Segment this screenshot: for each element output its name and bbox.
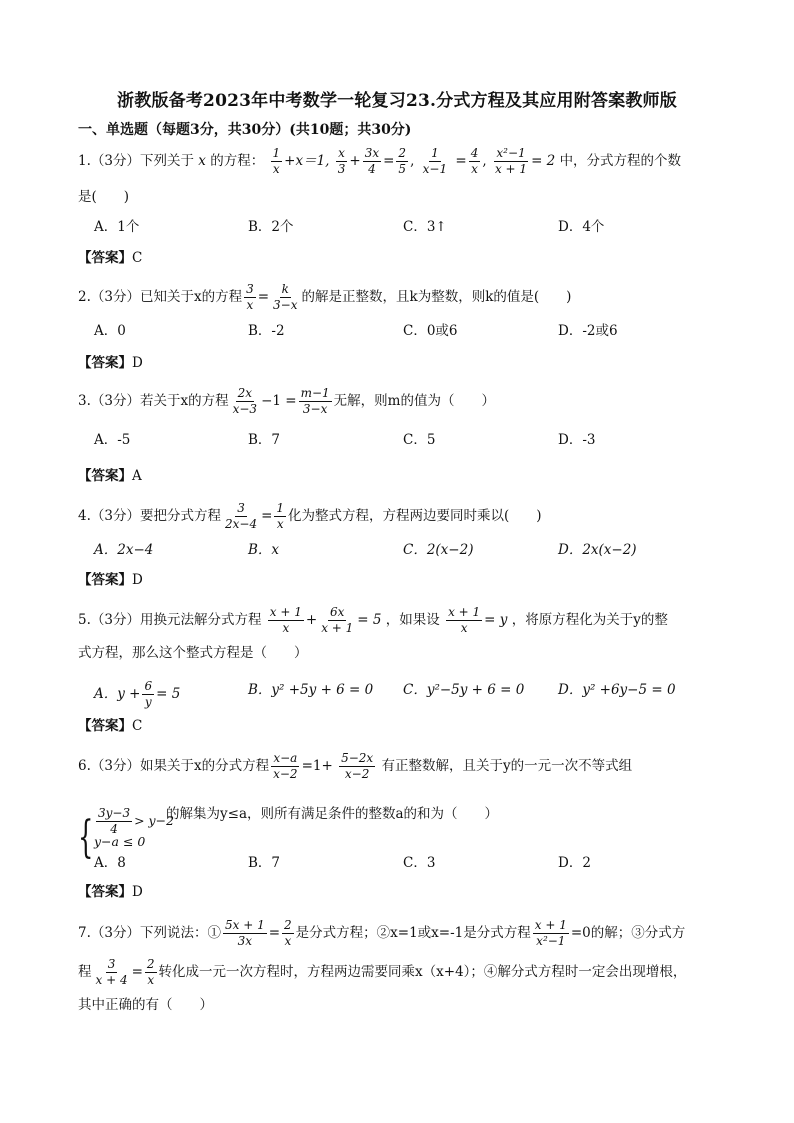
q3-option-a: A．-5 xyxy=(94,432,131,448)
document-page: 浙教版备考2023年中考数学一轮复习23.分式方程及其应用附答案教师版 一、单选题（每题3分，共30分）(共10题；共30分) 1.（3分）下列关于 x 的方程： $\frac{1}{x}$ +x＝1, $\frac{x}{3}$ + $\frac{3x}{4}$ = $\frac{2}{5}$ , $\frac{1}{x-1}$ = $\frac{4}{x}$ , $\frac{\text{x²−1}}{x + 1}$ = 2 中，分式方程的个数 是( ) A．1个 B．2个 C．3↑ D．4个 【答案】C 2.（3分）已知关于x的方程 $\frac{3}{x}$ = $\frac{k}{3-x}$ 的解是正整数，且k为整数，则k的值是( ) A．0 B．-2 C．0或6 D．-2或6 【答案】D 3.（3分）若关于x的方程 $\frac{2x}{x-3}$ −1 = $\frac{m-1}{3-x}$ 无解，则m的值为（ ） A．-5 B．7 C．5 D．-3 【答案】A 4.（3分）要把分式方程 $\frac{3}{2x-4}$ = $\frac{1}{x}$ 化为整式方程，方程两边要同时乘以( ) A．2x−4 B．x C．2(x−2) D．2x(x−2) 【答案】D 5.（3分）用换元法解分式方程 $\frac{x + 1}{x}$ + $\frac{6x}{x + 1}$ = 5 ，如果设 $\frac{x + 1}{x}$ = y ，将原方程化为关于y的整 式方程，那么这个整式方程是（ ） A．y + $\frac{6}{y}$ = 5 B．y² +5y + 6 = 0 C．y²−5y + 6 = 0 D．y² +6y−5 = 0 【答案】C 6.（3分）如果关于x的分式方程 $\frac{x-a}{x-2}$ =1+ $\frac{5-2x}{x-2}$ 有正整数解，且关于y的一元一次不等式组 { $\frac{3y-3}{4}$ > y−2 y−a ≤ 0 的解集为y≤a，则所有满足条件的整数a的和为（ ） A．8 B．7 C．3 D．2 【答案】D 7.（3分）下列说法：① $\frac{5x + 1}{3x}$ = $\frac{2}{x}$ 是分式方程；②x=1或x=-1是分式方程 $\frac{x + 1}{\text{x²−1}}$ =0的解；③分式方 程 $\frac{3}{x + 4}$ = $\frac{2}{x}$ 转化成一元一次方程时，方程两边需要同乘x（x+4）；④解分式方程时一定会出现增根， 其中正确的有（ ） xyxy=(0,0,794,1123)
q3-option-b: B．7 xyxy=(248,432,281,448)
q4-option-a: A．2x−4 xyxy=(94,542,154,558)
question-6: 6.（3分）如果关于x的分式方程 $\frac{x-a}{x-2}$ =1+ $\frac{5-2x}{x-2}$ 有正整数解，且关于y的一元一次不等式组 xyxy=(78,751,633,781)
fraction: $\frac{3}{2x-4}$ xyxy=(224,501,258,531)
q1-option-d: D．4个 xyxy=(558,219,605,235)
q6-option-c: C．3 xyxy=(403,855,436,871)
q3-answer: 【答案】A xyxy=(78,468,142,484)
fraction: $\frac{k}{3-x}$ xyxy=(273,282,298,312)
fraction: $\frac{6}{y}$ xyxy=(144,679,153,709)
q4-option-c: C．2(x−2) xyxy=(403,542,474,558)
fraction: $\frac{x}{3}$ xyxy=(337,146,346,176)
q1-option-a: A．1个 xyxy=(94,219,140,235)
question-1: 1.（3分）下列关于 x 的方程： $\frac{1}{x}$ +x＝1, $\frac{x}{3}$ + $\frac{3x}{4}$ = $\frac{2}{5}$ , $\frac{1}{x-1}$ = $\frac{4}{x}$ , $\frac{\text{x²−1}}{x + 1}$ = 2 中，分式方程的个数 xyxy=(78,146,682,176)
fraction: $\frac{5-2x}{x-2}$ xyxy=(341,751,374,781)
question-3: 3.（3分）若关于x的方程 $\frac{2x}{x-3}$ −1 = $\frac{m-1}{3-x}$ 无解，则m的值为（ ） xyxy=(78,386,495,416)
q6-option-b: B．7 xyxy=(248,855,281,871)
q4-option-b: B．x xyxy=(248,542,280,558)
q5-option-b: B．y² +5y + 6 = 0 xyxy=(248,682,374,698)
q1-option-b: B．2个 xyxy=(248,219,294,235)
fraction: $\frac{3}{x + 4}$ xyxy=(95,957,128,987)
fraction: $\frac{1}{x-1}$ xyxy=(422,146,448,176)
q2-answer: 【答案】D xyxy=(78,355,143,371)
question-4: 4.（3分）要把分式方程 $\frac{3}{2x-4}$ = $\frac{1}{x}$ 化为整式方程，方程两边要同时乘以( ) xyxy=(78,501,542,531)
fraction: $\frac{5x + 1}{3x}$ xyxy=(224,918,265,948)
fraction: $\frac{x + 1}{\text{x²−1}}$ xyxy=(534,918,567,948)
q2-option-a: A．0 xyxy=(94,323,126,339)
q1-option-c: C．3↑ xyxy=(403,219,447,235)
fraction: $\frac{6x}{x + 1}$ xyxy=(321,605,354,635)
question-5-line-2: 式方程，那么这个整式方程是（ ） xyxy=(78,645,308,661)
fraction: $\frac{4}{x}$ xyxy=(470,146,479,176)
q5-option-a: A．y + $\frac{6}{y}$ = 5 xyxy=(94,679,181,709)
q1-answer: 【答案】C xyxy=(78,250,143,266)
q5-option-c: C．y²−5y + 6 = 0 xyxy=(403,682,525,698)
question-1-line-2: 是( ) xyxy=(78,189,130,205)
document-title: 浙教版备考2023年中考数学一轮复习23.分式方程及其应用附答案教师版 xyxy=(117,91,677,111)
q2-option-b: B．-2 xyxy=(248,323,285,339)
fraction: $\frac{2x}{x-3}$ xyxy=(232,386,258,416)
fraction: $\frac{2}{x}$ xyxy=(146,957,155,987)
q6-option-d: D．2 xyxy=(558,855,591,871)
fraction: $\frac{\text{x²−1}}{x + 1}$ xyxy=(494,146,528,176)
fraction: $\frac{x-a}{x-2}$ xyxy=(273,751,298,781)
fraction: $\frac{x + 1}{x}$ xyxy=(448,605,481,635)
q6-answer: 【答案】D xyxy=(78,884,143,900)
q4-answer: 【答案】D xyxy=(78,572,143,588)
question-6-line-2: 的解集为y≤a，则所有满足条件的整数a的和为（ ） xyxy=(166,806,499,822)
fraction: $\frac{m-1}{3-x}$ xyxy=(300,386,330,416)
question-2: 2.（3分）已知关于x的方程 $\frac{3}{x}$ = $\frac{k}{3-x}$ 的解是正整数，且k为整数，则k的值是( ) xyxy=(78,282,572,312)
q2-option-c: C．0或6 xyxy=(403,323,458,339)
question-7: 7.（3分）下列说法：① $\frac{5x + 1}{3x}$ = $\frac{2}{x}$ 是分式方程；②x=1或x=-1是分式方程 $\frac{x + 1}{\text{x²−1}}$ =0的解；③分式方 xyxy=(78,918,686,948)
fraction: $\frac{1}{x}$ xyxy=(272,146,281,176)
question-7-line-2: 程 $\frac{3}{x + 4}$ = $\frac{2}{x}$ 转化成一元一次方程时，方程两边需要同乘x（x+4）；④解分式方程时一定会出现增根， xyxy=(78,957,687,987)
fraction: $\frac{1}{x}$ xyxy=(276,501,285,531)
fraction: $\frac{x + 1}{x}$ xyxy=(269,605,302,635)
q5-option-d: D．y² +6y−5 = 0 xyxy=(558,682,676,698)
fraction: $\frac{2}{x}$ xyxy=(284,918,292,948)
q6-option-a: A．8 xyxy=(94,855,126,871)
q3-option-c: C．5 xyxy=(403,432,436,448)
fraction: $\frac{3x}{4}$ xyxy=(364,146,380,176)
fraction: $\frac{2}{5}$ xyxy=(398,146,407,176)
question-7-line-3: 其中正确的有（ ） xyxy=(78,997,213,1013)
q4-option-d: D．2x(x−2) xyxy=(558,542,637,558)
fraction: $\frac{3}{x}$ xyxy=(246,282,254,312)
q3-option-d: D．-3 xyxy=(558,432,596,448)
q5-answer: 【答案】C xyxy=(78,718,143,734)
section-heading: 一、单选题（每题3分，共30分）(共10题；共30分) xyxy=(78,122,412,138)
q2-option-d: D．-2或6 xyxy=(558,323,618,339)
brace-symbol: { xyxy=(78,812,94,863)
question-5: 5.（3分）用换元法解分式方程 $\frac{x + 1}{x}$ + $\frac{6x}{x + 1}$ = 5 ，如果设 $\frac{x + 1}{x}$ = y ，将原方程化为关于y的整 xyxy=(78,605,668,635)
fraction: $\frac{3y-3}{4}$ xyxy=(98,806,131,836)
